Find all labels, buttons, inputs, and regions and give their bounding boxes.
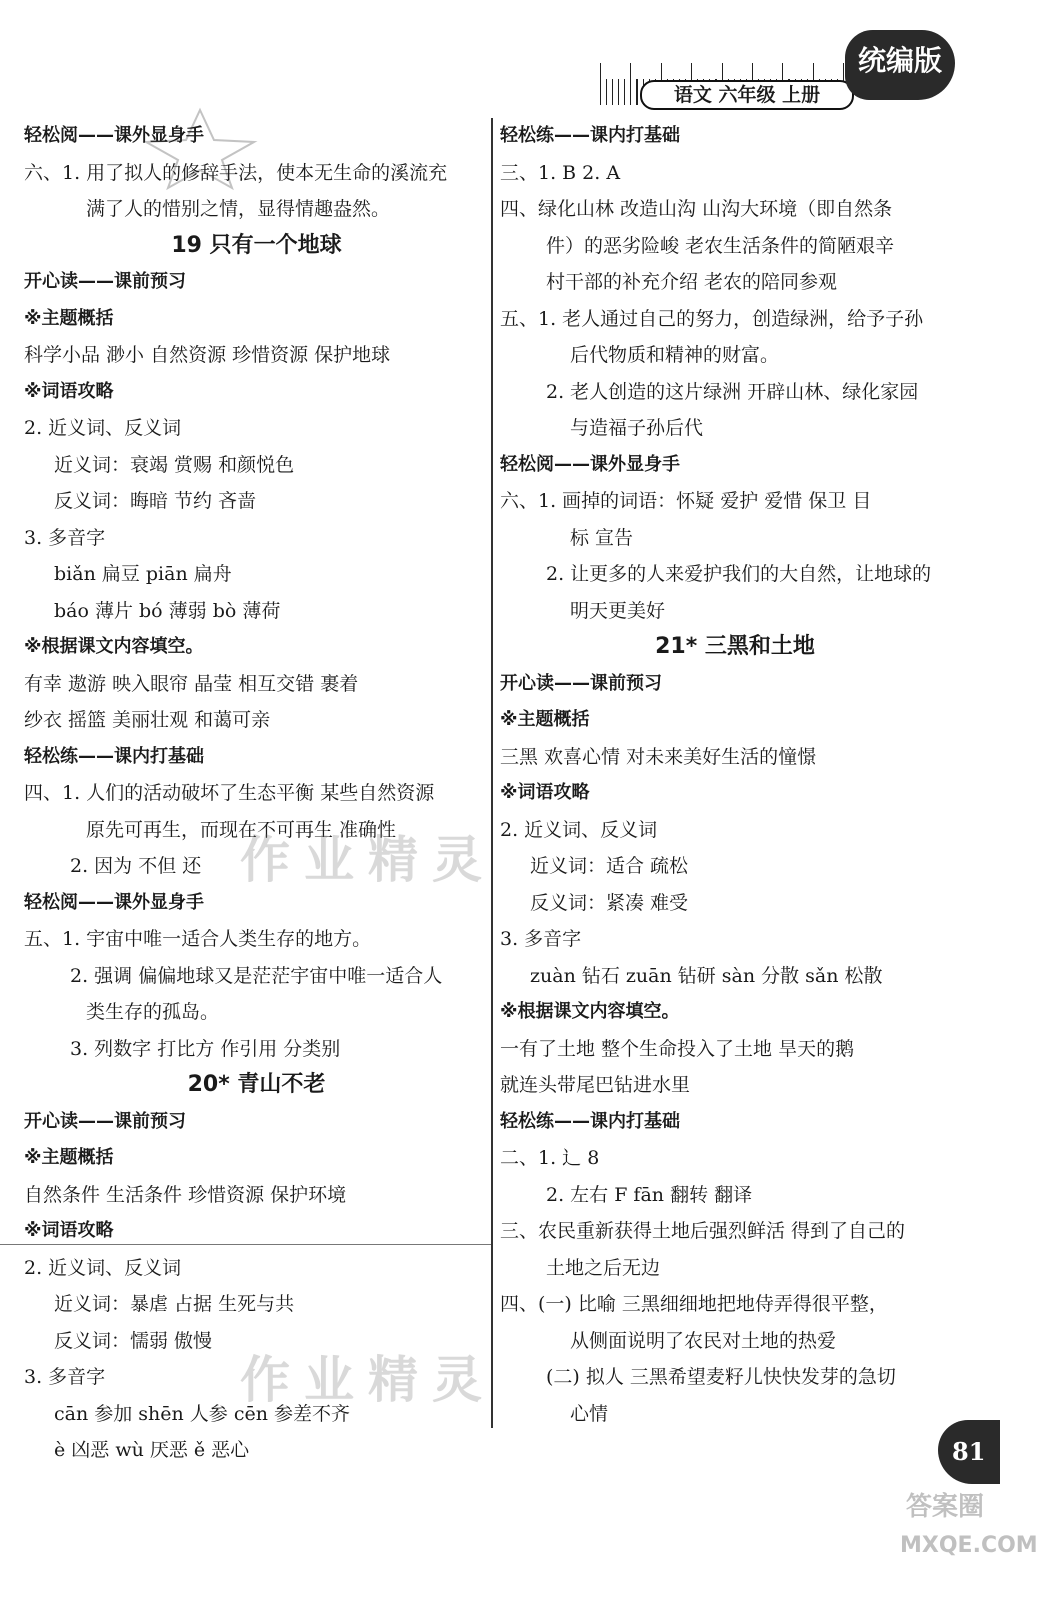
answer-line: 反义词：懦弱 傲慢 [54,1329,213,1352]
answer-line: 土地之后无边 [546,1256,661,1279]
answer-line: 二、1. 辶 8 [500,1147,600,1169]
section-heading: ※主题概括 [24,1147,114,1168]
answer-line: 三、1. B 2. A [500,161,621,184]
section-heading: 轻松练——课内打基础 [24,745,204,767]
answer-line: 四、1. 人们的活动破坏了生态平衡 某些自然资源 [24,782,435,804]
left-column [24,118,489,1469]
answer-line: 五、1. 宇宙中唯一适合人类生存的地方。 [24,928,372,950]
answer-line: 反义词：紧凑 难受 [530,891,689,914]
answer-line: 3. 多音字 [24,1366,106,1388]
answer-line: cān 参加 shēn 人参 cēn 参差不齐 [54,1402,350,1425]
lesson-title: 19 只有一个地球 [171,232,342,258]
ruler-tick [636,79,637,105]
answer-line: 从侧面说明了农民对土地的热爱 [570,1329,837,1352]
answer-line: 近义词：适合 疏松 [530,855,689,877]
section-heading: 轻松阅——课外显身手 [24,125,204,146]
section-heading: ※主题概括 [500,709,590,730]
answer-line: 五、1. 老人通过自己的努力，创造绿洲，给予子孙 [500,307,924,330]
answer-line: 2. 左右 F fān 翻转 翻译 [546,1183,753,1206]
section-heading: ※词语攻略 [500,782,590,803]
answer-line: 2. 强调 偏偏地球又是茫茫宇宙中唯一适合人 [70,964,443,987]
answer-line: 六、1. 用了拟人的修辞手法，使本无生命的溪流充 [24,161,448,184]
section-heading: ※根据课文内容填空。 [500,1001,680,1022]
answer-line: 2. 近义词、反义词 [24,417,182,439]
answer-line: 2. 近义词、反义词 [24,1256,182,1279]
ruler-tick [600,63,601,105]
answer-line: 2. 老人创造的这片绿洲 开辟山林、绿化家园 [546,380,919,403]
answer-line: zuàn 钻石 zuān 钻研 sàn 分散 sǎn 松散 [530,964,883,987]
section-heading: 开心读——课前预习 [500,672,662,694]
answer-line: 近义词：衰竭 赏赐 和颜悦色 [54,453,295,476]
section-heading: ※主题概括 [24,307,114,329]
page-number: 81 [938,1420,1000,1484]
lesson-title: 21* 三黑和土地 [655,634,815,659]
answer-line: 自然条件 生活条件 珍惜资源 保护环境 [24,1183,347,1206]
answer-line: 3. 列数字 打比方 作引用 分类别 [70,1037,341,1060]
answer-line: 3. 多音字 [24,526,106,549]
answer-line: 类生存的孤岛。 [86,1001,220,1023]
site-watermark [900,1486,1038,1596]
answer-line: 六、1. 画掉的词语：怀疑 爱护 爱惜 保卫 目 [500,490,872,512]
site-watermark-url: MXQE.COM [900,1533,1038,1558]
answer-line: 3. 多音字 [500,928,582,950]
lesson-title: 20* 青山不老 [187,1072,326,1097]
right-column [500,118,970,1432]
answer-line: 纱衣 摇篮 美丽壮观 和蔼可亲 [24,709,271,731]
ruler-tick [624,79,625,105]
answer-line: 有幸 遨游 映入眼帘 晶莹 相互交错 裹着 [24,672,359,695]
answer-line: 心情 [570,1402,609,1425]
edition-badge: 统编版 [845,30,955,100]
answer-line: 一有了土地 整个生命投入了土地 旱天的鹅 [500,1037,855,1060]
answer-line: 村干部的补充介绍 老农的陪同参观 [546,271,838,293]
ruler-tick [630,63,631,105]
answer-line: è 凶恶 wù 厌恶 ě 恶心 [54,1439,250,1461]
scan-line [0,1244,491,1245]
answer-line: 四、(一) 比喻 三黑细细地把地侍弄得很平整， [500,1293,888,1315]
section-heading: 轻松阅——课外显身手 [500,453,680,475]
subject-label: 语文 六年级 上册 [640,80,854,110]
answer-line: 反义词：晦暗 节约 吝啬 [54,490,257,512]
ruler-tick [612,79,613,105]
answer-line: 后代物质和精神的财富。 [570,344,780,366]
answer-line: báo 薄片 bó 薄弱 bò 薄荷 [54,599,281,622]
answer-line: 2. 近义词、反义词 [500,818,658,841]
section-heading: 开心读——课前预习 [24,1110,186,1132]
column-divider [491,118,493,1428]
answer-line: 四、绿化山林 改造山沟 山沟大环境（即自然条 [500,198,893,220]
answer-line: 件）的恶劣险峻 老农生活条件的简陋艰辛 [546,234,895,257]
section-heading: ※词语攻略 [24,380,114,402]
section-heading: 轻松阅——课外显身手 [24,891,204,913]
ruler-tick [606,79,607,105]
answer-line: 就连头带尾巴钻进水里 [500,1074,691,1096]
section-heading: 轻松练——课内打基础 [500,1110,680,1132]
answer-line: 原先可再生，而现在不可再生 准确性 [86,818,397,841]
answer-line: 三、农民重新获得土地后强烈鲜活 得到了自己的 [500,1220,906,1242]
section-heading: ※根据课文内容填空。 [24,636,204,657]
answer-line: 标 宣告 [570,526,634,549]
page-header [600,30,980,110]
answer-line: 三黑 欢喜心情 对未来美好生活的憧憬 [500,745,817,768]
answer-line: 2. 让更多的人来爱护我们的大自然，让地球的 [546,563,932,585]
watermark-text: 作业精灵 [240,1351,496,1409]
answer-line: 明天更美好 [570,599,666,622]
watermark-text: 作业精灵 [240,831,496,889]
answer-line: (二) 拟人 三黑希望麦籽儿快快发芽的急切 [546,1366,896,1388]
answer-line: 满了人的惜别之情，显得情趣盎然。 [86,198,391,220]
answer-line: 与造福子孙后代 [570,417,704,439]
answer-line: 科学小品 渺小 自然资源 珍惜资源 保护地球 [24,344,391,366]
section-heading: ※词语攻略 [24,1220,114,1241]
ruler-tick [618,79,619,105]
site-watermark-name: 答案圈 [905,1492,984,1522]
answer-line: biǎn 扁豆 piān 扁舟 [54,563,232,585]
section-heading: 开心读——课前预习 [24,271,186,292]
section-heading: 轻松练——课内打基础 [500,125,680,146]
answer-line: 近义词：暴虐 占据 生死与共 [54,1293,295,1315]
answer-line: 2. 因为 不但 还 [70,855,202,877]
